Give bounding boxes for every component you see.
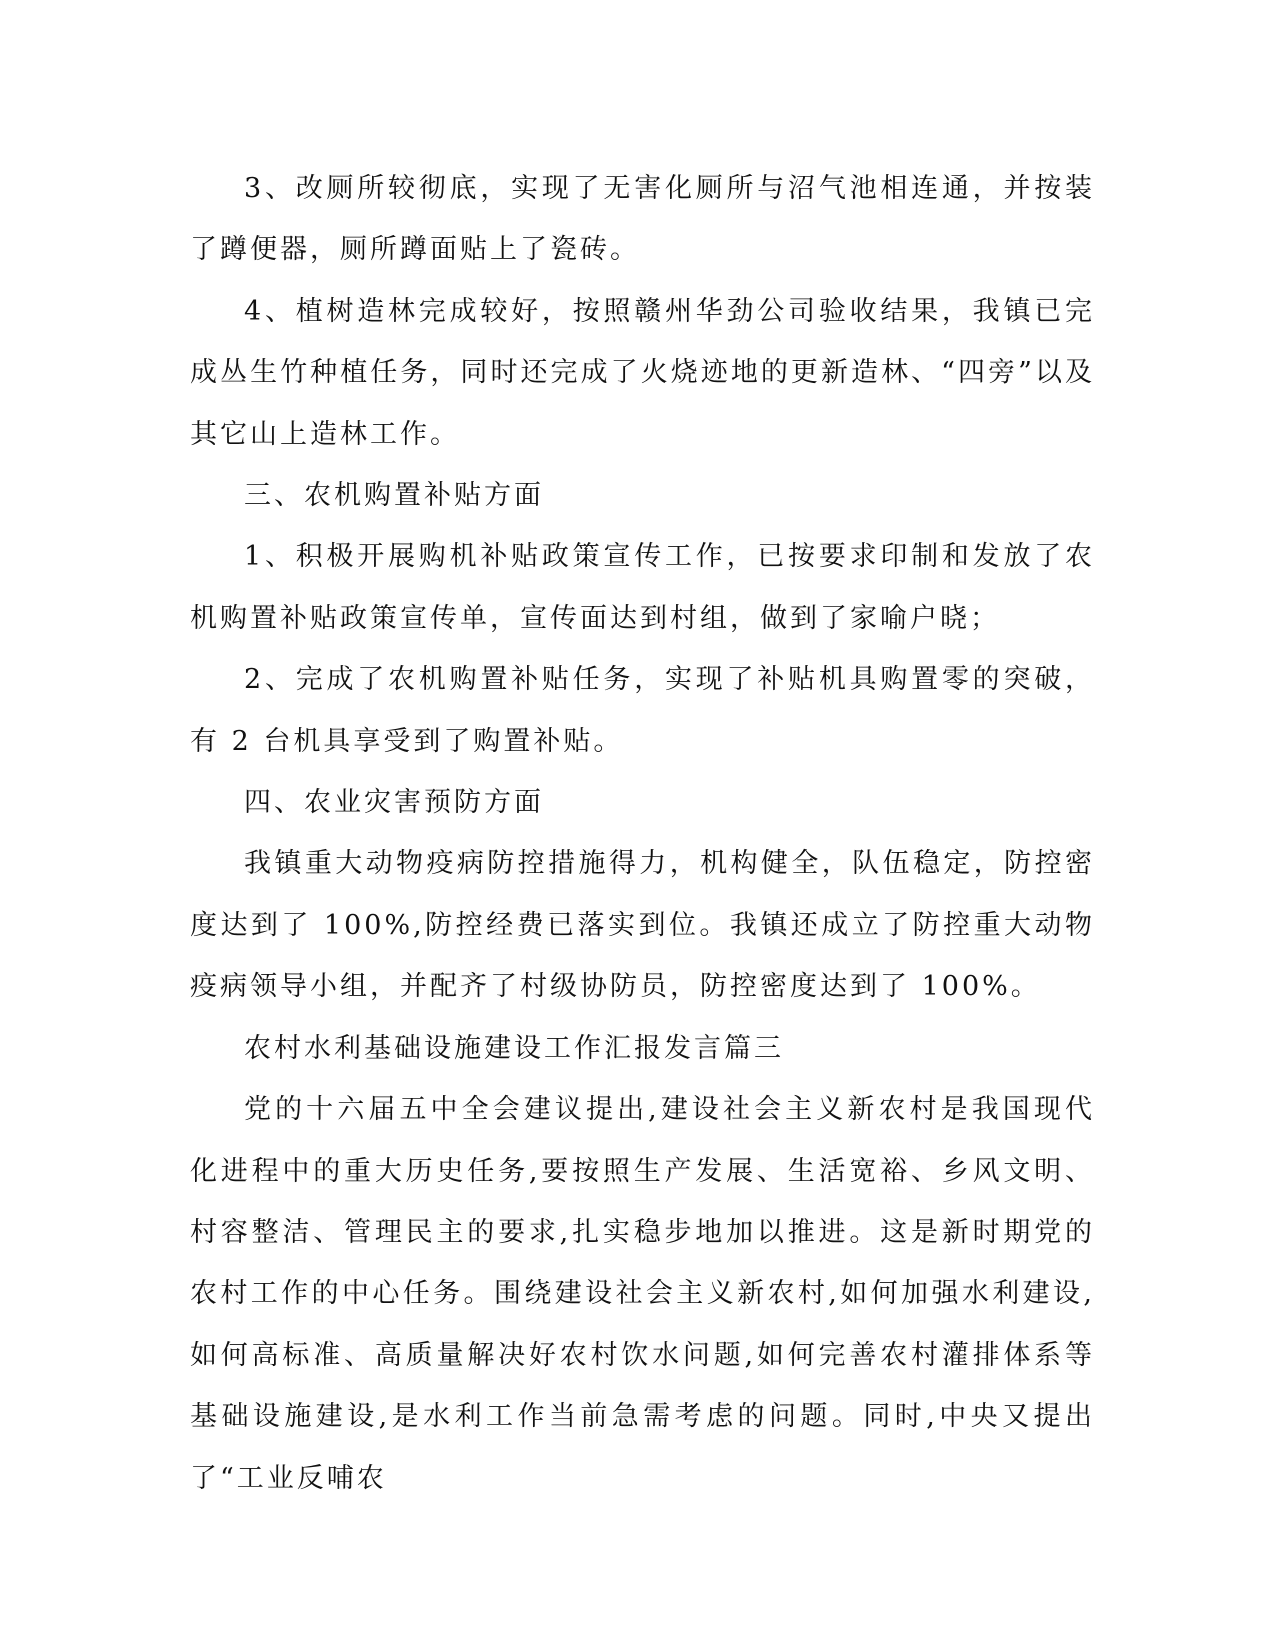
paragraph-toilet-renovation: 3、改厕所较彻底，实现了无害化厕所与沼气池相连通，并按装了蹲便器，厕所蹲面贴上了瓷砖。 <box>190 173 1095 266</box>
paragraph-afforestation: 4、植树造林完成较好，按照赣州华劲公司验收结果，我镇已完成丛生竹种植任务，同时还完成了火烧迹地的更新造林、“四旁”以及其它山上造林工作。 <box>190 295 1095 450</box>
document-body <box>190 158 1095 1509</box>
paragraph-epidemic-control: 我镇重大动物疫病防控措施得力，机构健全，队伍稳定，防控密度达到了 100%,防控经费已落实到位。我镇还成立了防控重大动物疫病领导小组，并配齐了村级协防员，防控密度达到了 100%。 <box>190 848 1095 1003</box>
article-title-part-three: 农村水利基础设施建设工作汇报发言篇三 <box>244 1032 784 1064</box>
paragraph-subsidy-publicity: 1、积极开展购机补贴政策宣传工作，已按要求印制和发放了农机购置补贴政策宣传单，宣传面达到村组，做到了家喻户晓； <box>190 541 1095 634</box>
section-heading-disaster-prevention: 四、农业灾害预防方面 <box>244 787 544 819</box>
paragraph-new-countryside: 党的十六届五中全会建议提出,建设社会主义新农村是我国现代化进程中的重大历史任务,要按照生产发展、生活宽裕、乡风文明、村容整洁、管理民主的要求,扎实稳步地加以推进。这是新时期党的农村工作的中心任务。围绕建设社会主义新农村,如何加强水利建设,如何高标准、高质量解决好农村饮水问题,如何完善农村灌排体系等基础设施建设,是水利工作当前急需考虑的问题。同时,中央又提出了“工业反哺农 <box>190 1094 1095 1494</box>
paragraph-subsidy-completion: 2、完成了农机购置补贴任务，实现了补贴机具购置零的突破，有 2 台机具享受到了购置补贴。 <box>190 664 1095 757</box>
section-heading-farm-machinery-subsidy: 三、农机购置补贴方面 <box>244 480 544 512</box>
